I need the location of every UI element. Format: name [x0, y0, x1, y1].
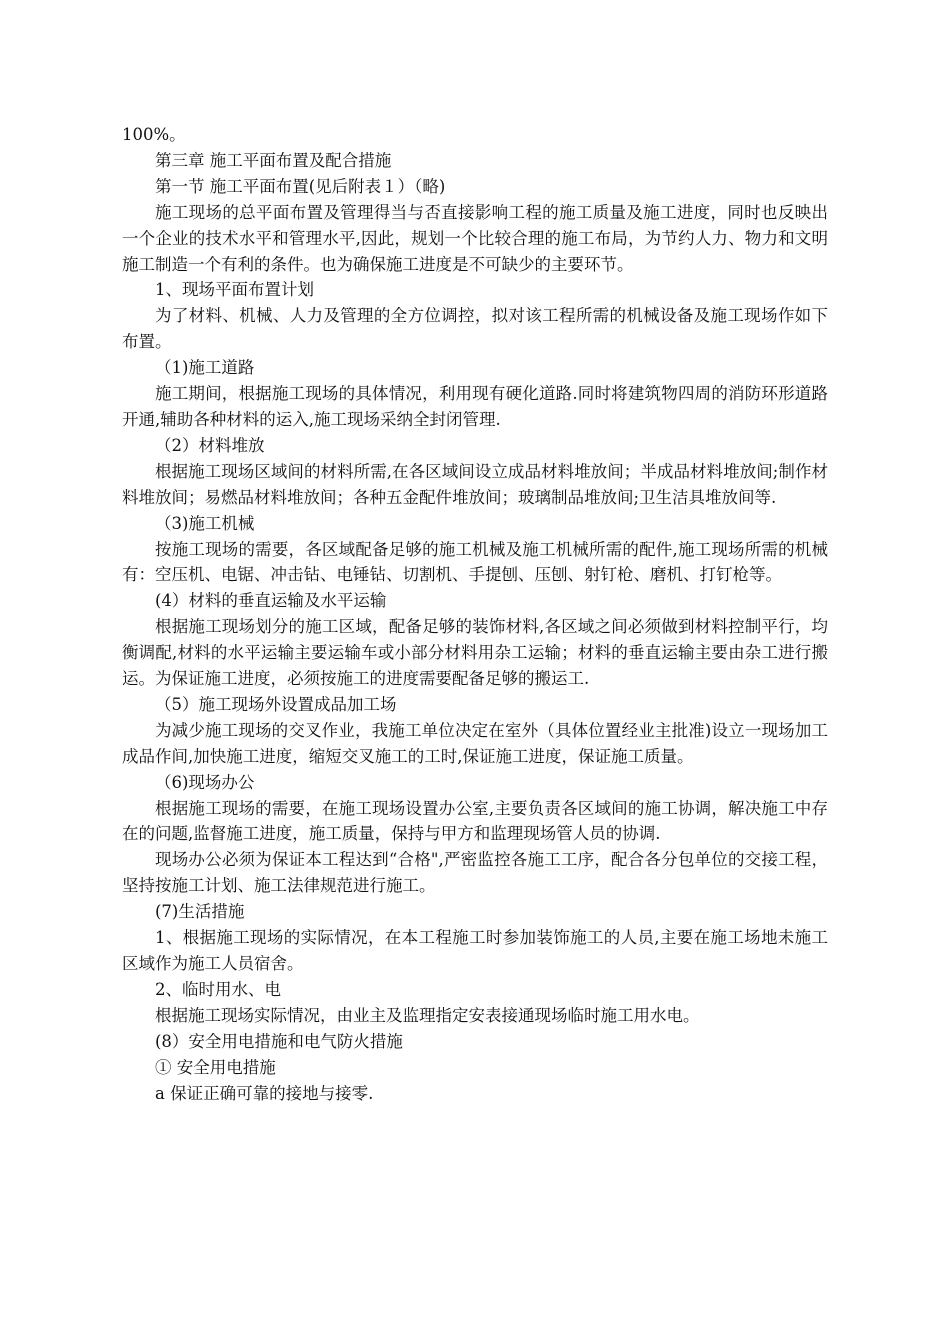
chapter-heading: 第三章 施工平面布置及配合措施: [155, 150, 392, 170]
body-paragraph: 为了材料、机械、人力及管理的全方位调控，拟对该工程所需的机械设备及施工现场作如下布置。: [122, 306, 828, 352]
item-heading: (7)生活措施: [155, 902, 245, 922]
body-paragraph: 根据施工现场实际情况，由业主及监理指定安表接通现场临时施工用水电。: [155, 1005, 700, 1025]
item-heading: （1)施工道路: [155, 358, 255, 378]
body-paragraph: 1、根据施工现场的实际情况，在本工程施工时参加装饰施工的人员,主要在施工场地未施工区域作为施工人员宿舍。: [122, 928, 828, 973]
body-paragraph: 根据施工现场的需要，在施工现场设置办公室,主要负责各区域间的施工协调，解决施工中存在的问题,监督施工进度，施工质量，保持与甲方和监理现场管人员的协调.: [122, 798, 828, 844]
item-heading: （3)施工机械: [155, 513, 255, 533]
item-heading: (8）安全用电措施和电气防火措施: [155, 1031, 403, 1051]
body-paragraph: 施工期间，根据施工现场的具体情况，利用现有硬化道路.同时将建筑物四周的消防环形道路开通,辅助各种材料的运入,施工现场采纳全封闭管理.: [122, 384, 828, 429]
item-heading: （2）材料堆放: [155, 435, 265, 455]
item-heading: (4）材料的垂直运输及水平运输: [155, 591, 387, 611]
subitem-heading: ① 安全用电措施: [155, 1057, 276, 1077]
body-paragraph: 施工现场的总平面布置及管理得当与否直接影响工程的施工质量及施工进度，同时也反映出一个企业的技术水平和管理水平,因此，规划一个比较合理的施工布局，为节约人力、物力和文明施工制造一个有利的条件。也为确保施工进度是不可缺少的主要环节。: [122, 202, 828, 274]
body-paragraph: 为减少施工现场的交叉作业，我施工单位决定在室外（具体位置经业主批准)设立一现场加工成品作间,加快施工进度，缩短交叉施工的工时,保证施工进度，保证施工质量。: [122, 720, 828, 766]
body-paragraph: 现场办公必须为保证本工程达到“合格",严密监控各施工工序，配合各分包单位的交接工程，坚持按施工计划、施工法律规范进行施工。: [122, 850, 828, 896]
item-heading: （6)现场办公: [155, 772, 255, 792]
item-heading: （5）施工现场外设置成品加工场: [155, 694, 397, 714]
body-paragraph: 按施工现场的需要，各区域配备足够的施工机械及施工机械所需的配件,施工现场所需的机械有：空压机、电锯、冲击钻、电锤钻、切割机、手提刨、压刨、射钉枪、磨机、打钉枪等。: [122, 539, 828, 585]
subitem-heading: 2、临时用水、电: [155, 979, 281, 999]
list-item: a 保证正确可靠的接地与接零.: [155, 1083, 374, 1103]
body-paragraph: 根据施工现场区域间的材料所需,在各区域间设立成品材料堆放间；半成品材料堆放间;制作材料堆放间；易燃品材料堆放间；各种五金配件堆放间；玻璃制品堆放间;卫生洁具堆放间等.: [122, 461, 828, 507]
body-paragraph: 根据施工现场划分的施工区域，配备足够的装饰材料,各区域之间必须做到材料控制平行，均衡调配,材料的水平运输主要运输车或小部分材料用杂工运输；材料的垂直运输主要由杂工进行搬运。为保证施工进度，必须按施工的进度需要配备足够的搬运工.: [122, 617, 828, 689]
section-heading: 第一节 施工平面布置(见后附表１）（略): [155, 176, 446, 196]
text-fragment: 100%。: [122, 125, 186, 144]
subsection-heading: 1、现场平面布置计划: [155, 280, 314, 300]
